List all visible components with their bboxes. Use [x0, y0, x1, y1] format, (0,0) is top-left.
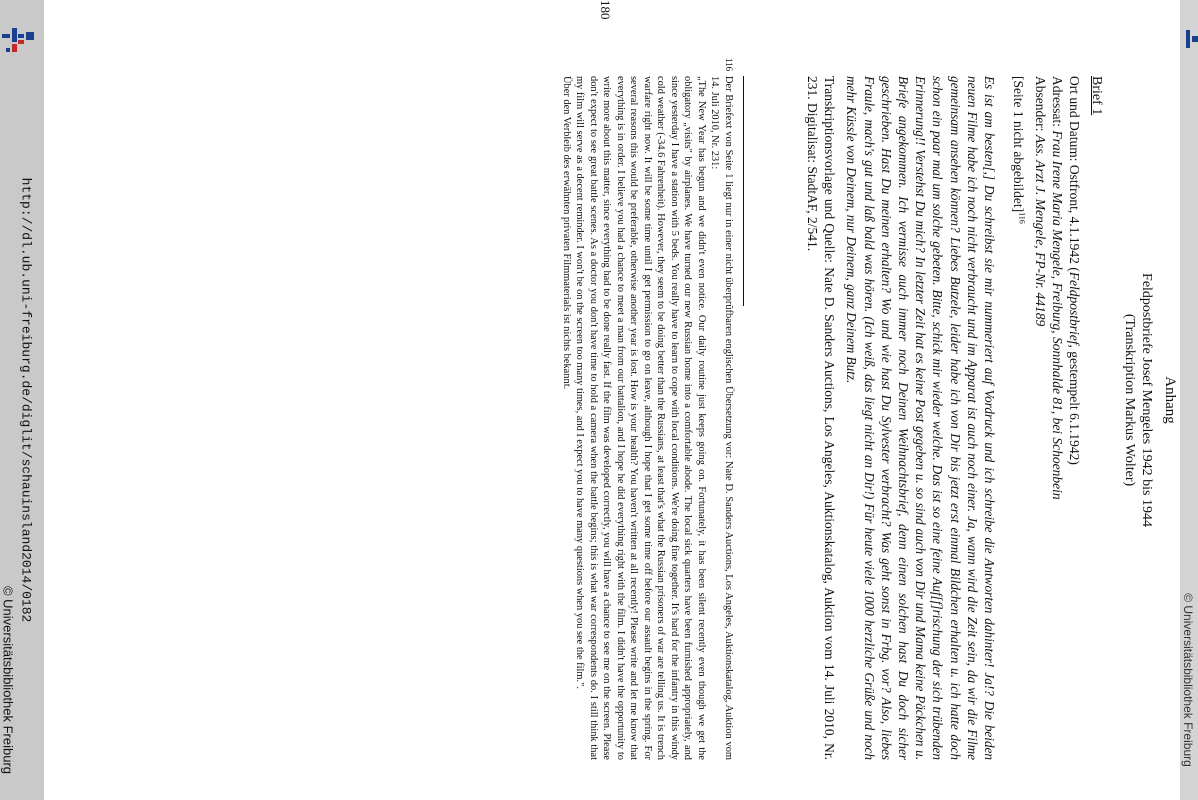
page-note: [Seite 1 nicht abgebildet]$^{116}$: [1011, 76, 1027, 224]
page-header: Anhang: [1162, 376, 1178, 424]
letter-date: Ort und Datum: Ostfront, 4.1.1942 (Feldpostbrief, gestempelt 6.1.1942): [1067, 76, 1082, 465]
footnote-divider: [743, 76, 744, 306]
source-url: http://dl.ub.uni-freiburg.de/diglit/schauinsland2014/0182: [18, 177, 34, 623]
footnote-ref: 116: [1017, 212, 1027, 224]
footnote: [560, 58, 736, 760]
footnote-number: 116: [724, 58, 734, 72]
letter-metadata: [1032, 76, 1083, 760]
document-subtitle: (Transkription Markus Wolter): [1122, 313, 1137, 487]
letter-addressee: Adressat: Frau Irene Maria Mengele, Freiburg, Sonnhalde 81, bei Schoenbein: [1050, 76, 1065, 500]
rotated-page: [44, 0, 1180, 800]
footnote-english: „The New Year has begun and we didn't even notice. Our daily routine just keeps going on. Fortunately, it has been silent recently even though we get the obligatory „visits" by airplanes. We have turned our new Russian home into a comfortable abode. The local sick quarters have been furnished appropriately, and since yesterday I have a station with 5 beds. You really have to learn to cope with local conditions. We're doing fine together. It's hard for the infantry in this windy cold weather (-34.6 Fahrenheit). However, they seem to be doing better than the Russians, at least that's what the Russian prisoners of war are telling us. It is trench warfare right now. It will be some time until I get permission to go on leave, although I hope that I get some time off before our assault begins in the spring. For several reasons this would be preferable, otherwise another year is lost. How is your health? You haven't written at all recently! Please write and let me know that everything is in order. I believe you had a chance to meet a man from our battalion, and I hope he did everything right with the film. I didn't have the opportunity to write more about this matter, since everything had to be done really fast. If the film was developed correctly, you will have a chance to see me on the screen. Please don't expect to see great battle scenes. As a doctor you don't have time to hold a camera when the battle begins; this is what war correspondents do. I still think that my film will serve as a decent reminder. I won't be on the screen too many times, and I expect you to have many questions when you see the film.".: [574, 76, 707, 760]
letter-body: Es ist am besten[,] Du schreibst sie mir nummeriert auf Vordruck und ich schreibe die Antworten dahinter! Ja!? Die beiden neuen Filme habe ich noch nicht verbraucht und im Apparat ist auch noch einer. Ja, wann wird die Zeit sein, da wir die Filme gemeinsam ansehen können? Liebes Butzele, leider habe ich von Dir bis jetzt erst einmal Bildchen erhalten u. ich hatte doch schon ein paar mal um solche gebeten. Bitte, schick mir wieder welche. Das ist so eine feine Auf[f]rischung der sich trübenden Erinnerung!! Verstehst Du mich? In letzter Zeit hat es keine Post gegeben u. so sind auch von Dir und Mama keine Päckchen u. Briefe angekommen. Ich vermisse auch immer noch Deinen Weihnachtsbrief, denn einen solchen hast Du doch sicher geschrieben. Hast Du meinen erhalten? Wo und wie hast Du Sylvester verbracht? Was geht sonst in Frbg. vor? Also, liebes Fraule, mach's gut und laß bald was hören. (Ich weiß, das liegt nicht an Dir!) Für heute viele 1000 herzliche Grüße und noch mehr Küssle von Deinem, nur Deinem, ganz Deinem Butz.: [844, 76, 997, 760]
library-logo-icon: [1184, 18, 1198, 60]
letter-sender: Absender: Ass. Arzt J. Mengele, FP-Nr. 44189: [1033, 76, 1048, 327]
copyright-notice-right: © Universitätsbibliothek Freiburg: [1181, 593, 1195, 767]
footnote-intro: Der Briefext von Seite 1 liegt nur in einer nicht überprüfbaren englischen Übersetzung vor: Nate D. Sanders Auctions, Los Angeles, Auktionskatalog, Auktion vom 14. Juli 2010, Nr. 231:: [709, 76, 734, 760]
page-number: 180: [598, 0, 613, 20]
copyright-notice: © Universitätsbibliothek Freiburg: [0, 585, 16, 775]
library-logo-icon: [2, 18, 38, 60]
document-title: Feldpostbriefe Josef Mengeles 1942 bis 1944: [1139, 273, 1154, 527]
footnote-final: Über den Verbleib des erwähnten privaten Filmmaterials ist nichts bekannt.: [561, 76, 572, 390]
letter-heading: Brief 1: [1089, 76, 1104, 116]
source-citation: Transkriptionsvorlage und Quelle: Nate D. Sanders Auctions, Los Angeles, Auktionskatalog, Auktion vom 14. Juli 2010, Nr. 231. Digitalisat: StadtAF, 2/541.: [805, 76, 837, 760]
